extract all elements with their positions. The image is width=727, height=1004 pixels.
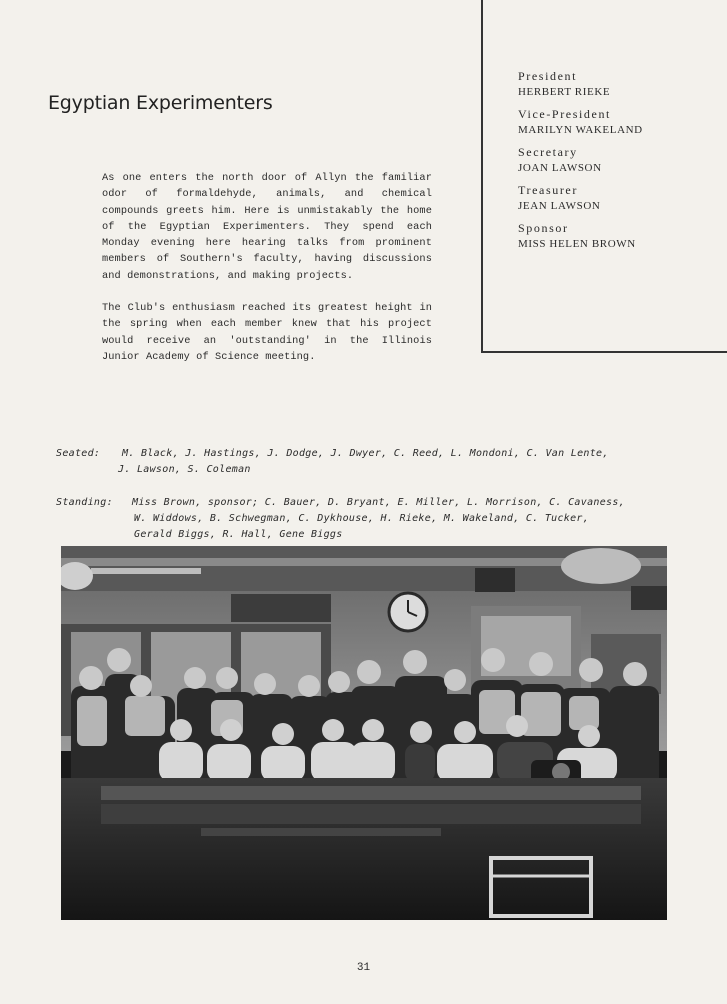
- officer-role: Treasurer: [518, 183, 578, 197]
- officer-name: MARILYN WAKELAND: [518, 124, 643, 136]
- group-photo-image: [61, 546, 667, 920]
- officer-president: [518, 68, 718, 100]
- caption-names: W. Widdows, B. Schwegman, C. Dykhouse, H. Rieke, M. Wakeland, C. Tucker,: [134, 513, 590, 524]
- caption-names: J. Lawson, S. Coleman: [118, 464, 251, 475]
- caption-standing: [56, 495, 676, 543]
- caption-names: M. Black, J. Hastings, J. Dodge, J. Dwyer, C. Reed, L. Mondoni, C. Van Lente,: [122, 448, 609, 459]
- officer-name: MISS HELEN BROWN: [518, 238, 636, 250]
- caption-label: Standing:: [56, 497, 113, 508]
- officer-secretary: [518, 144, 718, 176]
- paragraph: The Club's enthusiasm reached its greatest height in the spring when each member knew that his project would receive an 'outstanding' in the Illinois Junior Academy of Science meeting.: [102, 302, 432, 363]
- officer-role: Vice-President: [518, 107, 611, 121]
- caption-names: Miss Brown, sponsor; C. Bauer, D. Bryant, E. Miller, L. Morrison, C. Cavaness,: [132, 497, 625, 508]
- officer-sponsor: [518, 220, 718, 252]
- officer-name: JOAN LAWSON: [518, 162, 602, 174]
- officers-list: [518, 68, 718, 258]
- officer-name: JEAN LAWSON: [518, 200, 601, 212]
- caption-names: Gerald Biggs, R. Hall, Gene Biggs: [134, 529, 343, 540]
- article-body: [102, 170, 432, 381]
- officer-treasurer: [518, 182, 718, 214]
- page-title: Egyptian Experimenters: [48, 92, 273, 114]
- officer-name: HERBERT RIEKE: [518, 86, 611, 98]
- paragraph: As one enters the north door of Allyn the familiar odor of formaldehyde, animals, and chemical compounds greets him. Here is unmistakably the home of the Egyptian Experimenters. They spend each Monday evening here hearing talks from prominent members of Southern's faculty, having discussions and demonstrations, and making projects.: [102, 172, 432, 282]
- officer-role: President: [518, 69, 578, 83]
- group-photo: [61, 546, 667, 920]
- officer-vice-president: [518, 106, 718, 138]
- caption-label: Seated:: [56, 448, 101, 459]
- officer-role: Sponsor: [518, 221, 569, 235]
- caption-seated: [56, 446, 676, 478]
- page-number: 31: [356, 962, 371, 974]
- officer-role: Secretary: [518, 145, 578, 159]
